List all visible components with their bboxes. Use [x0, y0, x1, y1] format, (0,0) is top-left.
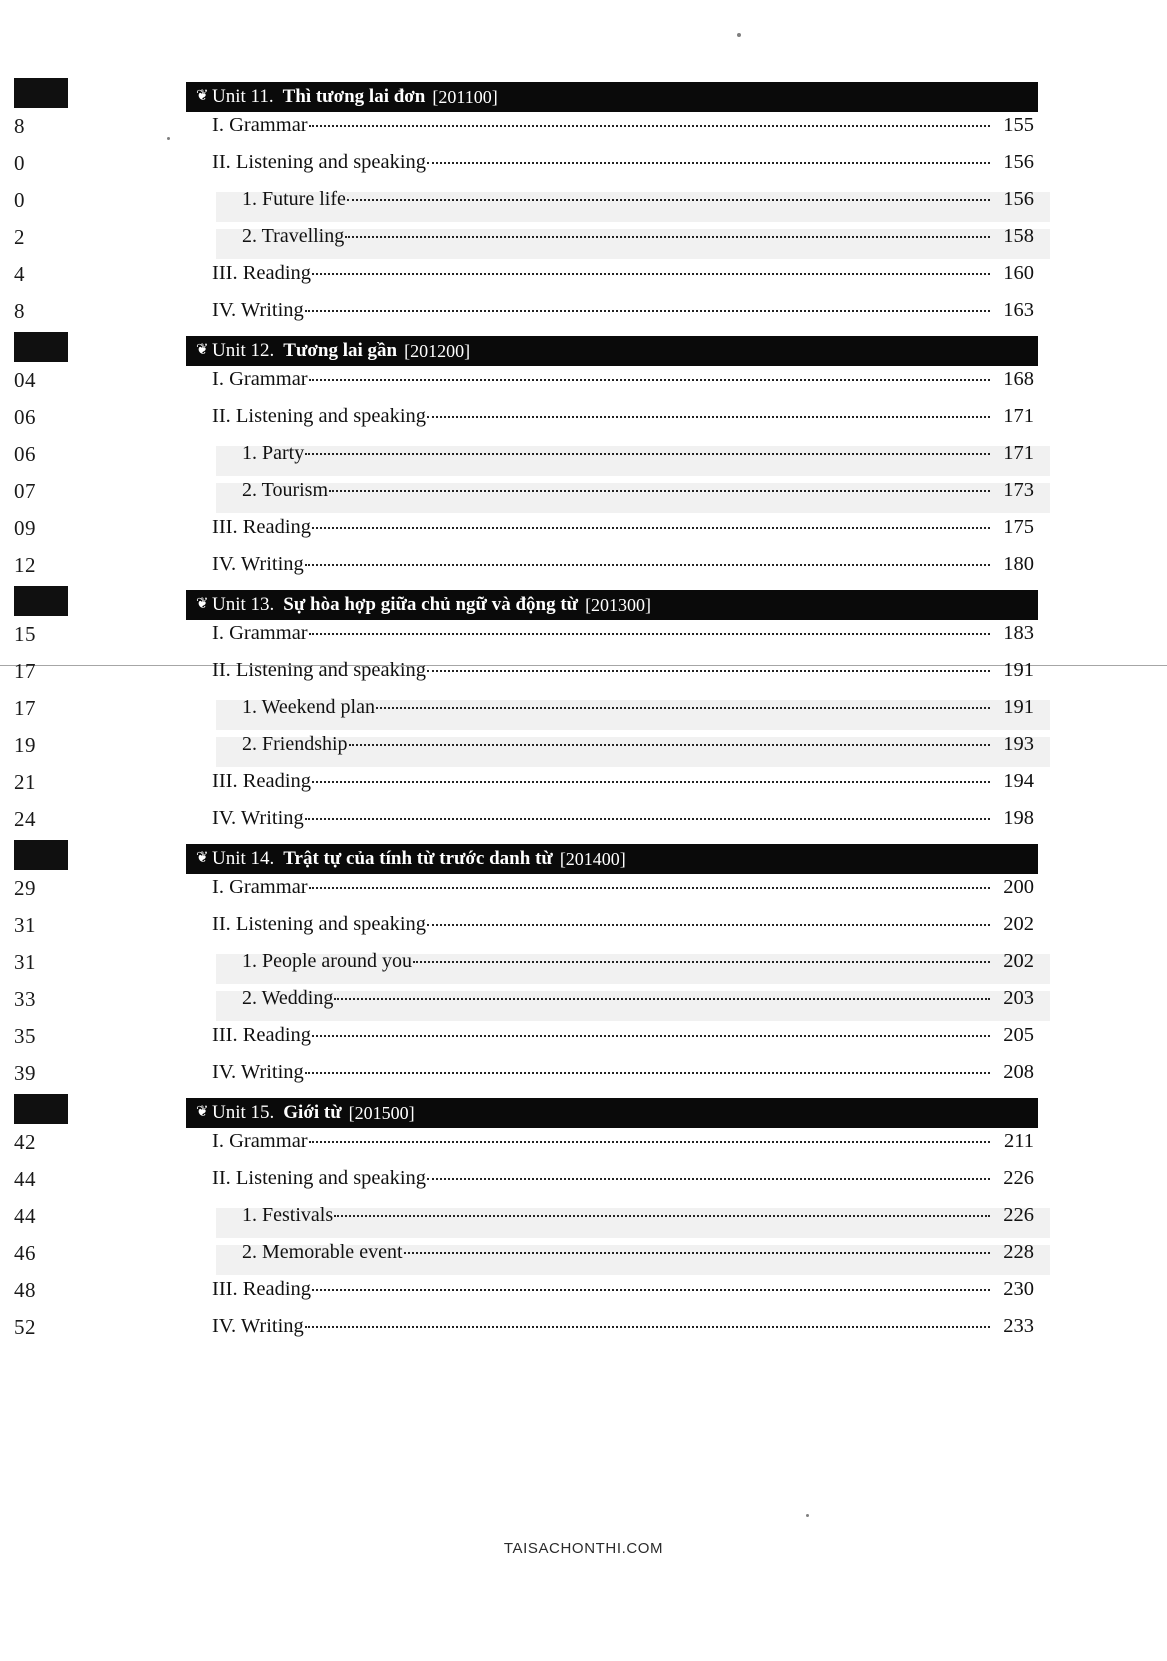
- toc-entry-page: 191: [1003, 659, 1034, 681]
- toc-entry-label: 1. Future life: [242, 188, 346, 210]
- toc-entry-label: 1. Weekend plan: [242, 696, 375, 718]
- margin-block-mark: [14, 78, 68, 108]
- margin-page-number: 15: [14, 622, 36, 646]
- toc-entry[interactable]: [186, 1278, 1038, 1315]
- toc-entry[interactable]: [186, 1241, 1038, 1278]
- margin-page-number: 0: [14, 188, 25, 212]
- dot-leader: [345, 236, 990, 238]
- toc-entry-label: IV. Writing: [212, 299, 304, 321]
- margin-page-number: 12: [14, 553, 36, 577]
- toc-entry-page: 191: [1003, 696, 1034, 718]
- toc-entry-page: 175: [1003, 516, 1034, 538]
- dot-leader: [376, 707, 990, 709]
- dot-leader: [305, 1072, 990, 1074]
- toc-entry[interactable]: [186, 1167, 1038, 1204]
- margin-page-number: 31: [14, 950, 36, 974]
- toc-entry-label: 2. Tourism: [242, 479, 329, 501]
- toc-entry-label: I. Grammar: [212, 622, 308, 644]
- toc-entry-page: 156: [1003, 151, 1034, 173]
- dot-leader: [305, 818, 990, 820]
- unit-number: Unit 15.: [212, 1102, 275, 1123]
- margin-page-number: 4: [14, 262, 25, 286]
- toc-entry-label: III. Reading: [212, 770, 312, 792]
- dot-leader: [312, 781, 990, 783]
- toc-entry[interactable]: [186, 622, 1038, 659]
- scan-artifact-line: [0, 665, 1167, 666]
- toc-entry-page: 156: [1003, 188, 1034, 210]
- toc-entry-page: 193: [1003, 733, 1034, 755]
- dot-leader: [309, 633, 990, 635]
- toc-entry-page: 211: [1004, 1130, 1034, 1152]
- toc-entry-page: 208: [1003, 1061, 1034, 1083]
- dot-leader: [404, 1252, 991, 1254]
- toc-entry[interactable]: [186, 770, 1038, 807]
- unit-code: [201200]: [404, 340, 471, 361]
- toc-entry-page: 198: [1003, 807, 1034, 829]
- margin-page-number: 19: [14, 733, 36, 757]
- unit-header-bar[interactable]: [186, 336, 1038, 366]
- dot-leader: [312, 527, 990, 529]
- unit-number: Unit 12.: [212, 340, 275, 361]
- unit-code: [201300]: [585, 594, 652, 615]
- dot-leader: [312, 273, 990, 275]
- scan-speck: [167, 137, 170, 140]
- unit-number: Unit 14.: [212, 848, 275, 869]
- unit-header-bar[interactable]: [186, 1098, 1038, 1128]
- toc-entry[interactable]: [186, 1315, 1038, 1352]
- dot-leader: [347, 199, 990, 201]
- margin-page-number: 46: [14, 1241, 36, 1265]
- toc-entry-label: IV. Writing: [212, 1315, 304, 1337]
- toc-entry[interactable]: [186, 114, 1038, 151]
- margin-page-number: 2: [14, 225, 25, 249]
- toc-entry-page: 230: [1003, 1278, 1034, 1300]
- dot-leader: [312, 1289, 990, 1291]
- margin-page-number: 31: [14, 913, 36, 937]
- leaf-icon: ❦: [196, 849, 209, 866]
- dot-leader: [305, 453, 990, 455]
- toc-entry-label: IV. Writing: [212, 553, 304, 575]
- toc-entry-label: II. Listening and speaking: [212, 151, 427, 173]
- margin-page-number: 0: [14, 151, 25, 175]
- toc-entry[interactable]: [186, 987, 1038, 1024]
- toc-entry[interactable]: [186, 1024, 1038, 1061]
- unit-header-bar[interactable]: [186, 82, 1038, 112]
- toc-entry[interactable]: [186, 876, 1038, 913]
- toc-entry-label: II. Listening and speaking: [212, 1167, 427, 1189]
- dot-leader: [329, 490, 990, 492]
- toc-entry-page: 155: [1003, 114, 1034, 136]
- dot-leader: [309, 1141, 990, 1143]
- toc-entry-page: 202: [1003, 913, 1034, 935]
- toc-entry-label: IV. Writing: [212, 1061, 304, 1083]
- margin-page-number: 8: [14, 299, 25, 323]
- toc-entry[interactable]: [186, 442, 1038, 479]
- toc-entry[interactable]: [186, 1130, 1038, 1167]
- toc-entry[interactable]: [186, 299, 1038, 336]
- margin-block-mark: [14, 586, 68, 616]
- toc-entry[interactable]: [186, 1204, 1038, 1241]
- margin-page-number: 44: [14, 1167, 36, 1191]
- toc-entry[interactable]: [186, 913, 1038, 950]
- toc-entry-label: II. Listening and speaking: [212, 405, 427, 427]
- unit-code: [201500]: [348, 1102, 415, 1123]
- toc-entry[interactable]: [186, 368, 1038, 405]
- margin-block-mark: [14, 840, 68, 870]
- dot-leader: [312, 1035, 990, 1037]
- margin-page-number: 33: [14, 987, 36, 1011]
- toc-entry-label: I. Grammar: [212, 368, 308, 390]
- toc-entry[interactable]: [186, 950, 1038, 987]
- scan-speck: [806, 1514, 809, 1517]
- dot-leader: [305, 310, 990, 312]
- toc-entry-label: III. Reading: [212, 262, 312, 284]
- margin-block-mark: [14, 332, 68, 362]
- toc-entry-page: 194: [1003, 770, 1034, 792]
- toc-entry[interactable]: [186, 516, 1038, 553]
- toc-entry[interactable]: [186, 1061, 1038, 1098]
- toc-entry-page: 173: [1003, 479, 1034, 501]
- toc-entry[interactable]: [186, 733, 1038, 770]
- toc-entry-page: 180: [1003, 553, 1034, 575]
- dot-leader: [309, 887, 990, 889]
- unit-title: Giới từ: [283, 1102, 342, 1123]
- unit-header-bar[interactable]: [186, 844, 1038, 874]
- toc-entry[interactable]: [186, 405, 1038, 442]
- toc-entry[interactable]: [186, 479, 1038, 516]
- margin-page-number: 48: [14, 1278, 36, 1302]
- dot-leader: [427, 924, 990, 926]
- toc-entry-label: III. Reading: [212, 1278, 312, 1300]
- toc-entry-page: 200: [1003, 876, 1034, 898]
- margin-page-number: 06: [14, 442, 36, 466]
- toc-entry-label: II. Listening and speaking: [212, 659, 427, 681]
- toc-entry[interactable]: [186, 225, 1038, 262]
- dot-leader: [305, 564, 990, 566]
- toc-entry-page: 163: [1003, 299, 1034, 321]
- toc-entry[interactable]: [186, 188, 1038, 225]
- table-of-contents: [186, 82, 1038, 1352]
- toc-entry[interactable]: [186, 151, 1038, 188]
- leaf-icon: ❦: [196, 87, 209, 104]
- margin-page-number: 39: [14, 1061, 36, 1085]
- toc-entry[interactable]: [186, 262, 1038, 299]
- toc-entry-page: 168: [1003, 368, 1034, 390]
- toc-entry-page: 183: [1003, 622, 1034, 644]
- toc-entry-label: I. Grammar: [212, 876, 308, 898]
- dot-leader: [305, 1326, 990, 1328]
- page-footer: TAISACHONTHI.COM: [503, 1540, 664, 1557]
- margin-page-number: 17: [14, 696, 36, 720]
- toc-entry-page: 226: [1003, 1204, 1034, 1226]
- toc-entry-page: 228: [1003, 1241, 1034, 1263]
- leaf-icon: ❦: [196, 595, 209, 612]
- margin-page-number: 35: [14, 1024, 36, 1048]
- dot-leader: [309, 379, 990, 381]
- toc-entry[interactable]: [186, 553, 1038, 590]
- dot-leader: [349, 744, 990, 746]
- toc-entry-label: II. Listening and speaking: [212, 913, 427, 935]
- toc-entry-label: 2. Memorable event: [242, 1241, 403, 1263]
- toc-entry-page: 203: [1003, 987, 1034, 1009]
- leaf-icon: ❦: [196, 1103, 209, 1120]
- toc-entry-label: I. Grammar: [212, 1130, 308, 1152]
- unit-title: Thì tương lai đơn: [282, 86, 426, 107]
- unit-title: Sự hòa hợp giữa chủ ngữ và động từ: [283, 594, 579, 615]
- dot-leader: [427, 1178, 990, 1180]
- toc-entry-page: 202: [1003, 950, 1034, 972]
- toc-entry-page: 233: [1003, 1315, 1034, 1337]
- toc-entry-page: 171: [1003, 405, 1034, 427]
- unit-header-bar[interactable]: [186, 590, 1038, 620]
- unit-code: [201100]: [432, 86, 498, 107]
- unit-title: Trật tự của tính từ trước danh từ: [283, 848, 553, 869]
- scan-speck: [737, 33, 741, 37]
- margin-page-number: 06: [14, 405, 36, 429]
- unit-number: Unit 13.: [212, 594, 275, 615]
- toc-entry-label: IV. Writing: [212, 807, 304, 829]
- leaf-icon: ❦: [196, 341, 209, 358]
- dot-leader: [427, 670, 990, 672]
- toc-entry-label: 2. Friendship: [242, 733, 348, 755]
- toc-entry-page: 226: [1003, 1167, 1034, 1189]
- dot-leader: [427, 162, 990, 164]
- dot-leader: [427, 416, 990, 418]
- dot-leader: [334, 998, 990, 1000]
- toc-entry-label: 1. Festivals: [242, 1204, 334, 1226]
- margin-page-number: 52: [14, 1315, 36, 1339]
- dot-leader: [309, 125, 990, 127]
- toc-entry-label: 1. People around you: [242, 950, 412, 972]
- margin-page-number: 42: [14, 1130, 36, 1154]
- unit-number: Unit 11.: [212, 86, 274, 107]
- dot-leader: [413, 961, 990, 963]
- toc-entry-page: 158: [1003, 225, 1034, 247]
- toc-entry-label: 2. Wedding: [242, 987, 334, 1009]
- toc-entry-page: 205: [1003, 1024, 1034, 1046]
- unit-code: [201400]: [559, 848, 626, 869]
- margin-page-number: 8: [14, 114, 25, 138]
- toc-entry-label: III. Reading: [212, 516, 312, 538]
- toc-entry-label: 2. Travelling: [242, 225, 345, 247]
- margin-page-number: 07: [14, 479, 36, 503]
- toc-entry-label: III. Reading: [212, 1024, 312, 1046]
- margin-page-number: 44: [14, 1204, 36, 1228]
- margin-page-number: 09: [14, 516, 36, 540]
- margin-page-number: 21: [14, 770, 36, 794]
- toc-entry[interactable]: [186, 696, 1038, 733]
- margin-block-mark: [14, 1094, 68, 1124]
- margin-page-number: 17: [14, 659, 36, 683]
- dot-leader: [334, 1215, 990, 1217]
- margin-page-number: 24: [14, 807, 36, 831]
- unit-title: Tương lai gần: [283, 340, 398, 361]
- toc-entry-page: 160: [1003, 262, 1034, 284]
- toc-entry-label: 1. Party: [242, 442, 305, 464]
- left-margin-number-column: [0, 78, 140, 1348]
- toc-entry-label: I. Grammar: [212, 114, 308, 136]
- margin-page-number: 29: [14, 876, 36, 900]
- toc-entry[interactable]: [186, 807, 1038, 844]
- margin-page-number: 04: [14, 368, 36, 392]
- toc-entry-page: 171: [1003, 442, 1034, 464]
